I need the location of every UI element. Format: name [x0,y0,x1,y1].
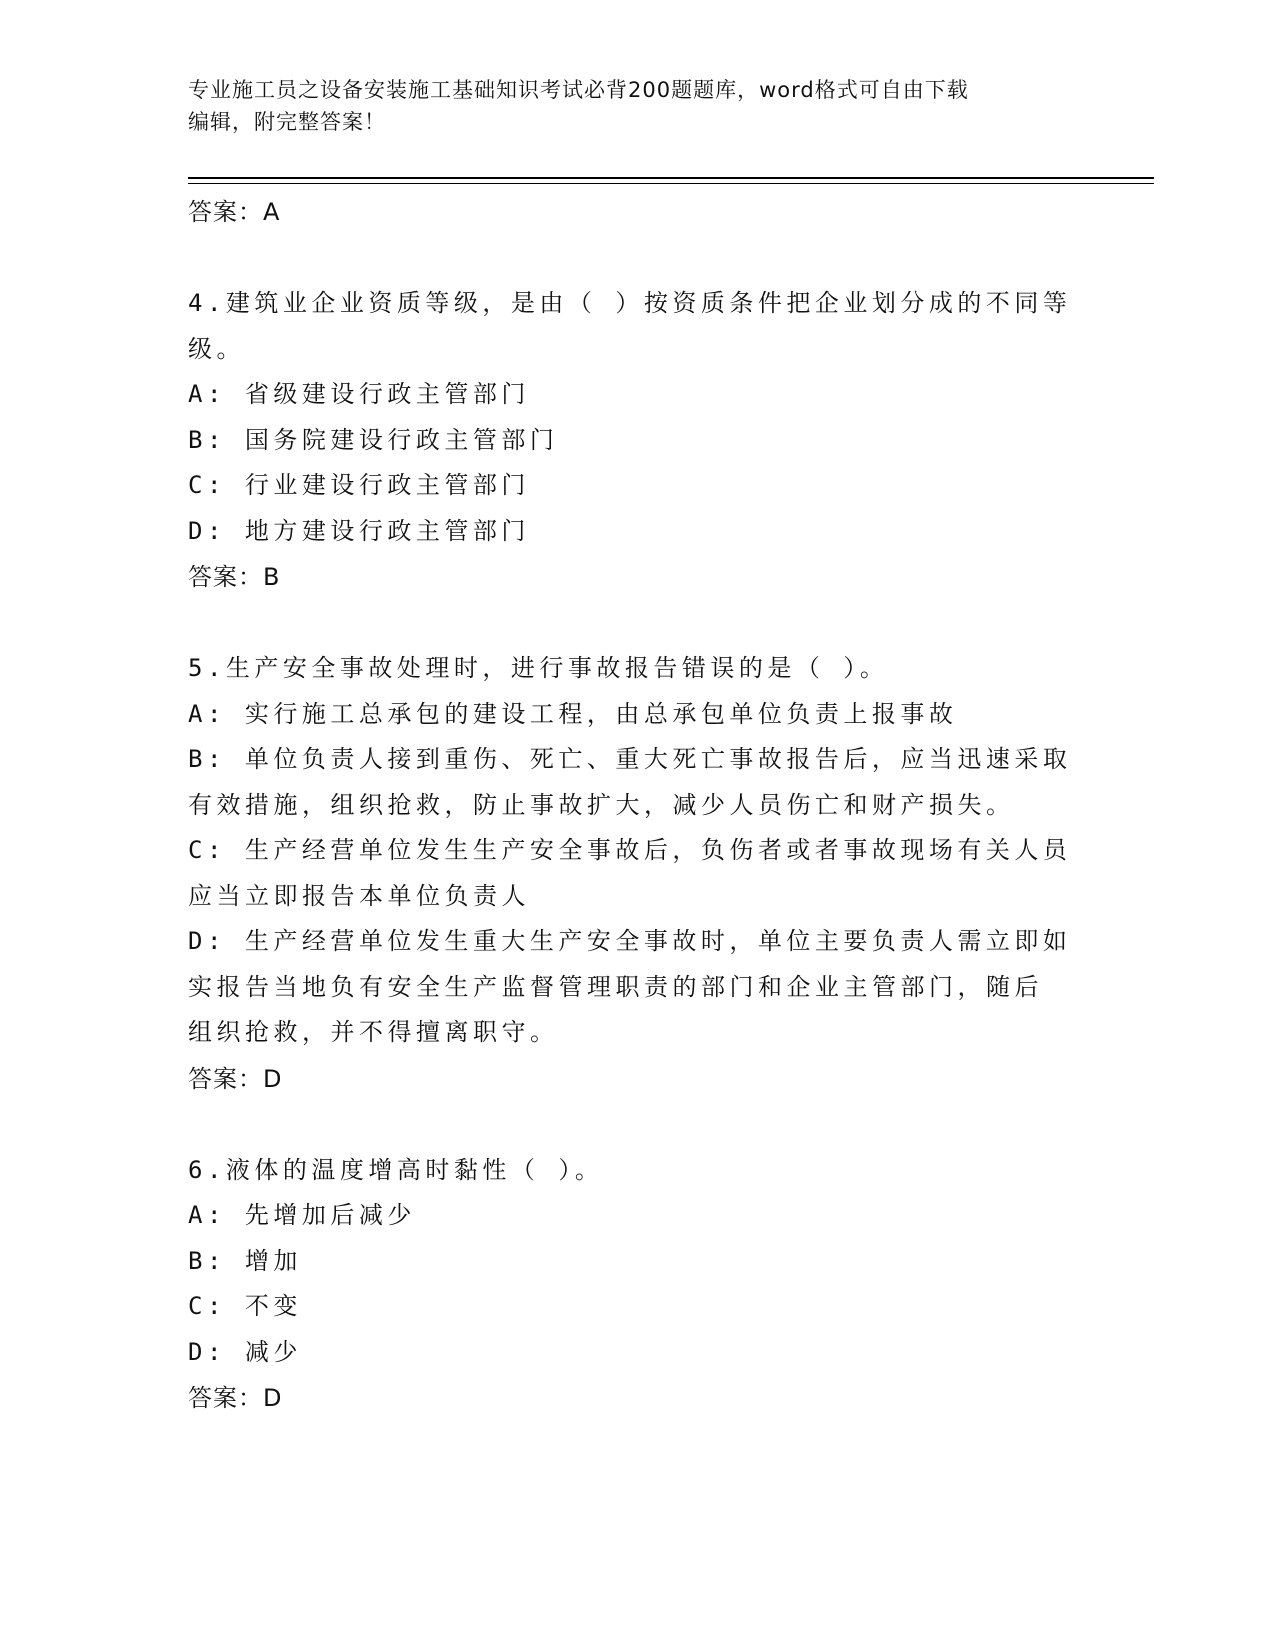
option-a: A: 先增加后减少 [188,1201,416,1229]
option-b-continued: 有效措施，组织抢救，防止事故扩大，减少人员伤亡和财产损失。 [188,790,1015,819]
question-stem-line: 5.生产安全事故处理时，进行事故报告错误的是（ ）。 [188,654,889,682]
option-b: B: 单位负责人接到重伤、死亡、重大死亡事故报告后，应当迅速采取 [188,745,1072,773]
option-d-continued: 组织抢救，并不得擅离职守。 [188,1018,559,1046]
answer-label: 答案：D [188,1384,283,1412]
option-a: A: 省级建设行政主管部门 [188,380,530,408]
answer-label: 答案：B [188,563,281,591]
spacer [188,1102,1088,1148]
option-c: C: 行业建设行政主管部门 [188,471,530,499]
header-rule-thick [188,177,1154,179]
question-stem-line: 6.液体的温度增高时黏性（ ）。 [188,1155,604,1184]
option-c-continued: 应当立即报告本单位负责人 [188,881,530,910]
question-6 [188,1148,1088,1422]
option-b: B: 国务院建设行政主管部门 [188,425,559,454]
option-a: A: 实行施工总承包的建设工程，由总承包单位负责上报事故 [188,699,958,728]
spacer [188,600,1088,646]
answer-label: 答案：A [188,198,281,226]
question-stem-line: 级。 [188,334,245,363]
answer-label: 答案：D [188,1064,283,1093]
header-line-1: 专业施工员之设备安装施工基础知识考试必背200题题库，word格式可自由下载 [188,78,969,102]
question-4 [188,281,1088,600]
option-c: C: 不变 [188,1292,302,1320]
option-d: D: 减少 [188,1337,302,1366]
header-rule-thin [188,183,1154,184]
header-line-2: 编辑，附完整答案！ [188,110,386,134]
spacer [188,235,1088,281]
document-header [188,74,1068,138]
document-content [188,189,1088,1421]
option-b: B: 增加 [188,1246,302,1275]
question-5 [188,646,1088,1102]
option-c: C: 生产经营单位发生生产安全事故后，负伤者或者事故现场有关人员 [188,836,1072,864]
option-d: D: 地方建设行政主管部门 [188,516,530,545]
option-d: D: 生产经营单位发生重大生产安全事故时，单位主要负责人需立即如 [188,927,1072,955]
question-stem-line: 4.建筑业企业资质等级，是由（ ）按资质条件把企业划分成的不同等 [188,289,1072,317]
option-d-continued: 实报告当地负有安全生产监督管理职责的部门和企业主管部门，随后 [188,972,1043,1001]
